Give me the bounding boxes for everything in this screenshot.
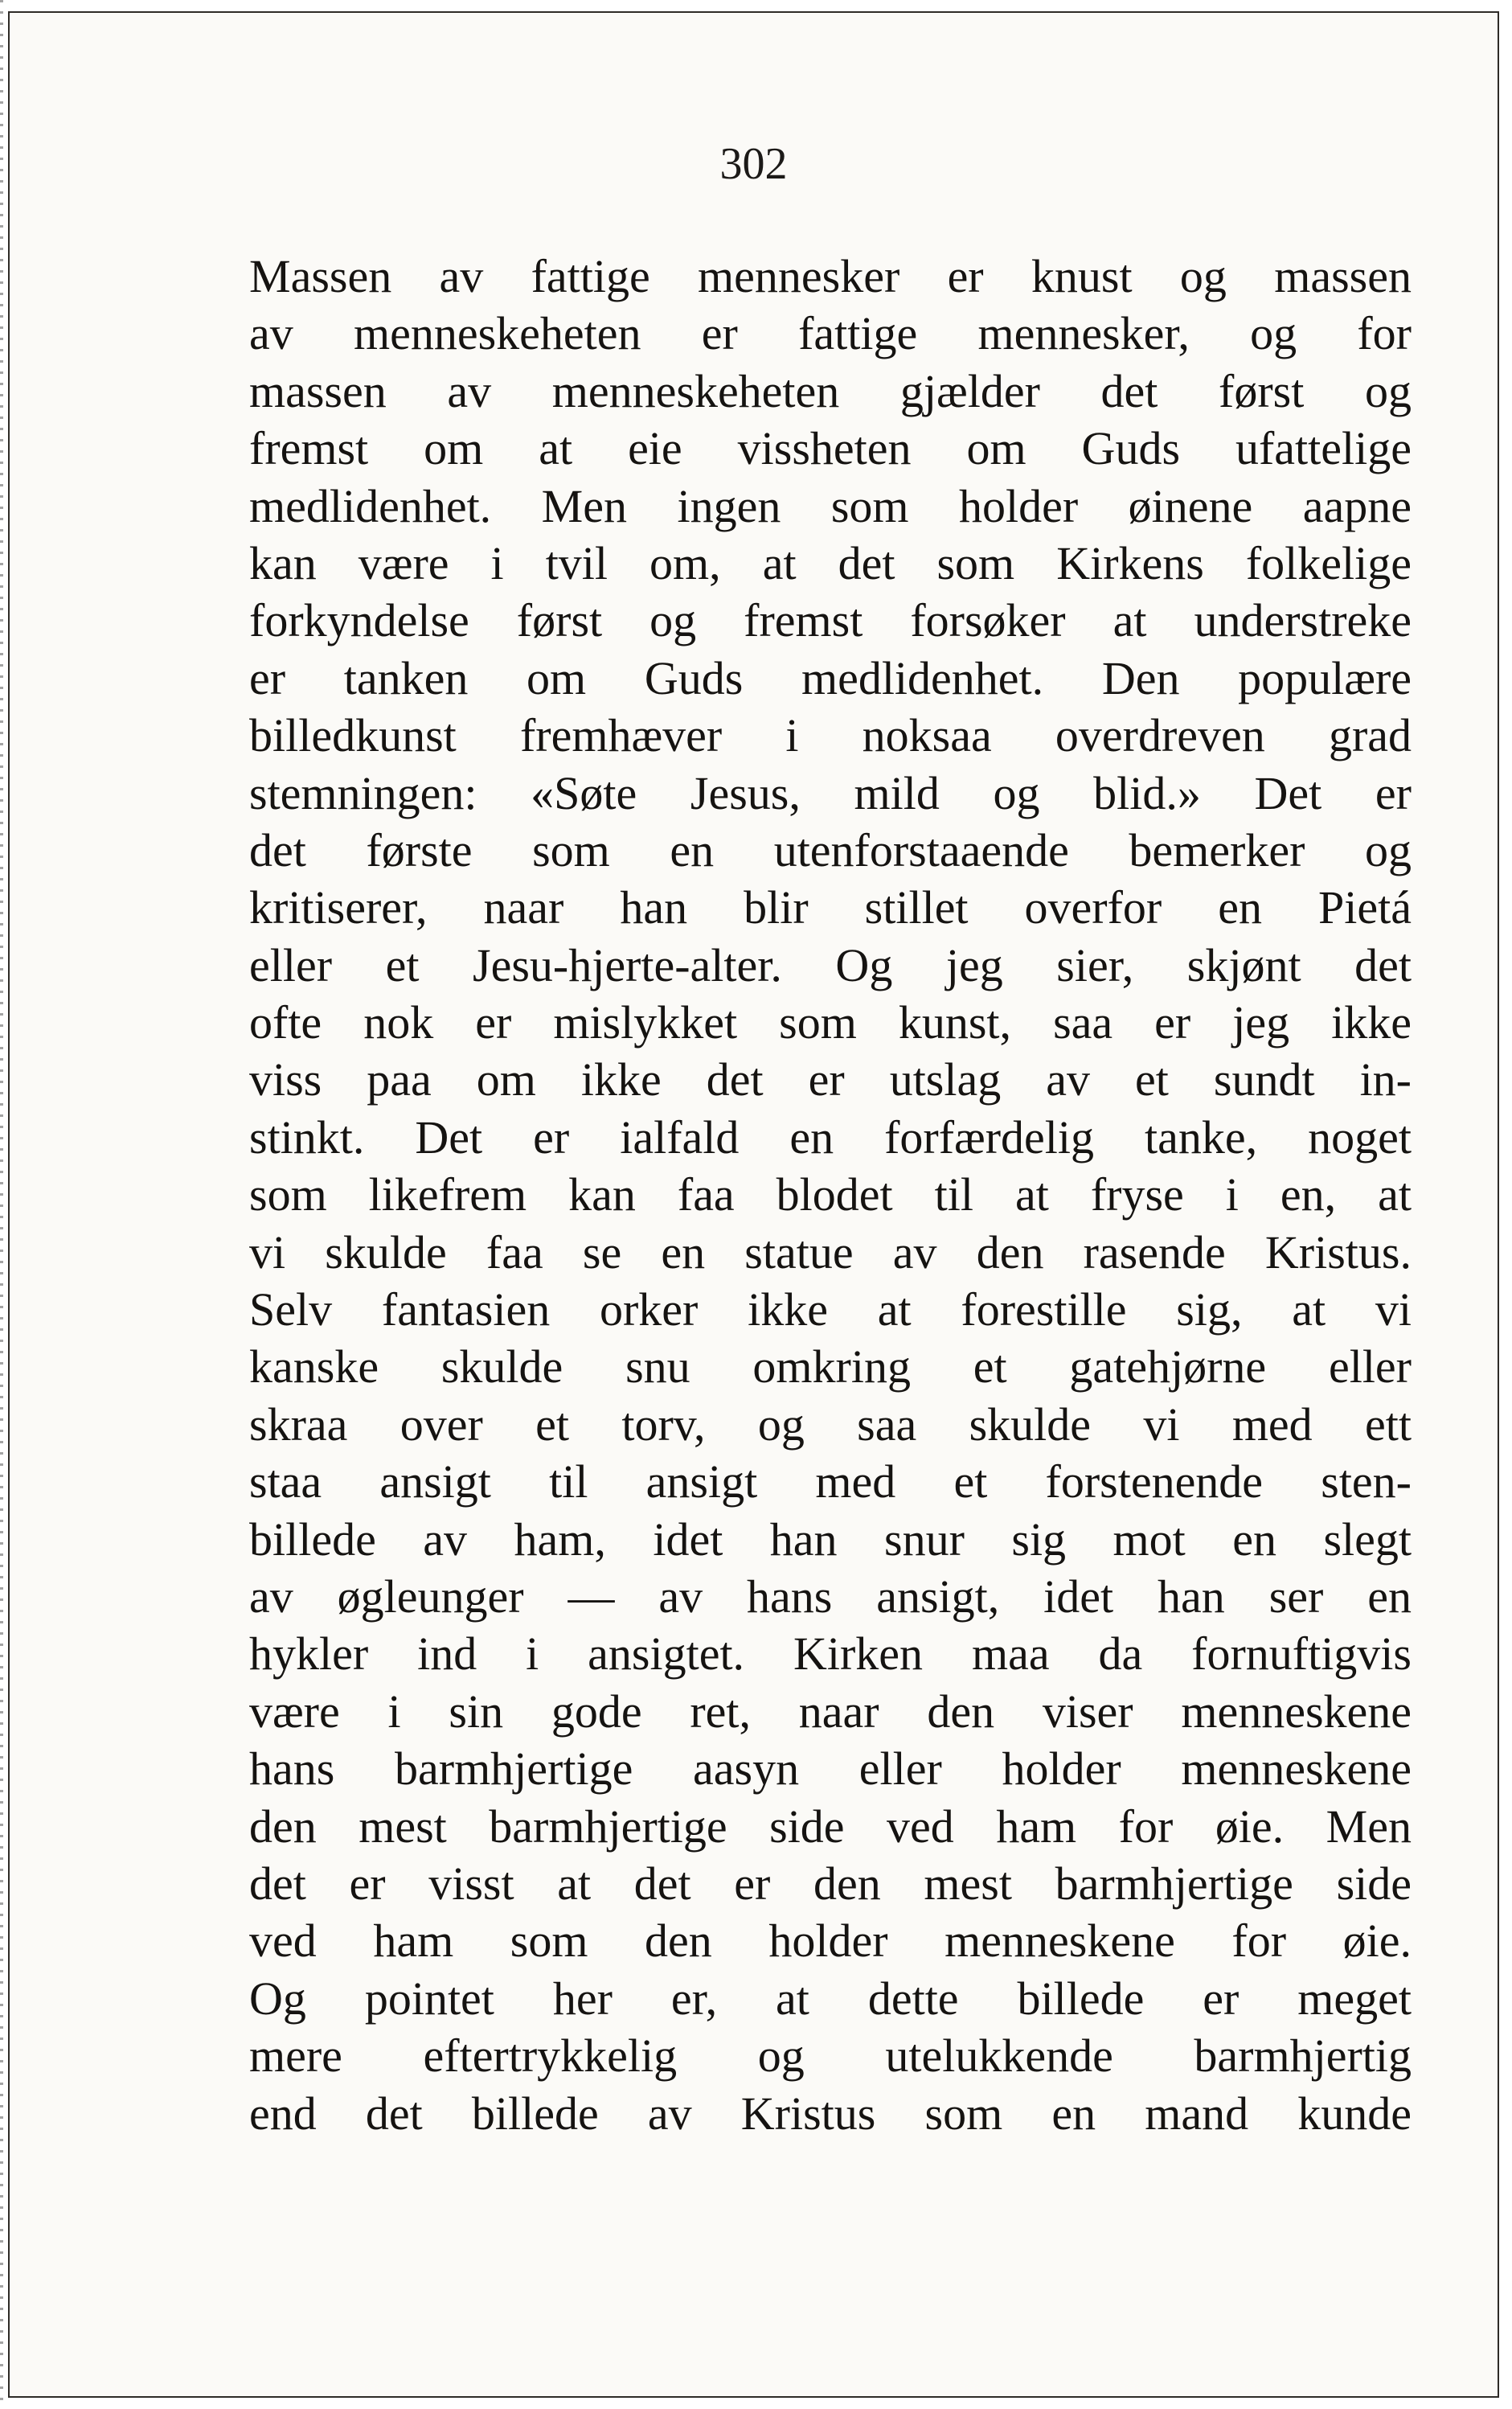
text-line: mere eftertrykkelig og utelukkende barmhjertig	[249, 2029, 1412, 2083]
page-number: 302	[719, 139, 788, 189]
text-line: det er visst at det er den mest barmhjertige side	[249, 1857, 1412, 1910]
text-line: Og pointet her er, at dette billede er meget	[249, 1972, 1412, 2025]
text-line: Selv fantasien orker ikke at forestille sig, at vi	[249, 1283, 1412, 1336]
book-page	[8, 11, 1499, 2398]
text-line: kritiserer, naar han blir stillet overfor en Pietá	[249, 881, 1412, 934]
text-line: hykler ind i ansigtet. Kirken maa da fornuftigvis	[249, 1627, 1412, 1681]
text-line: kan være i tvil om, at det som Kirkens folkelige	[249, 536, 1412, 589]
text-line: av øgleunger — av hans ansigt, idet han ser en	[249, 1570, 1412, 1623]
text-line: viss paa om ikke det er utslag av et sundt in-	[249, 1053, 1412, 1106]
text-line: det første som en utenforstaaende bemerker og	[249, 823, 1412, 876]
text-line: vi skulde faa se en statue av den rasende Kristus.	[249, 1225, 1412, 1278]
text-line: end det billede av Kristus som en mand kunde	[249, 2087, 1412, 2140]
text-line: ofte nok er mislykket som kunst, saa er jeg ikke	[249, 996, 1412, 1049]
text-line: billedkunst fremhæver i noksaa overdreven grad	[249, 709, 1412, 762]
text-line: er tanken om Guds medlidenhet. Den populære	[249, 651, 1412, 704]
text-line: kanske skulde snu omkring et gatehjørne eller	[249, 1340, 1412, 1393]
text-line: eller et Jesu-hjerte-alter. Og jeg sier, skjønt det	[249, 938, 1412, 991]
text-line: av menneskeheten er fattige mennesker, og for	[249, 307, 1412, 360]
text-line: stemningen: «Søte Jesus, mild og blid.» Det er	[249, 766, 1412, 819]
scan-edge-marks	[0, 0, 3, 2409]
text-line: medlidenhet. Men ingen som holder øinene aapne	[249, 479, 1412, 532]
text-line: forkyndelse først og fremst forsøker at understreke	[249, 594, 1412, 647]
text-line: billede av ham, idet han snur sig mot en slegt	[249, 1512, 1412, 1566]
text-line: som likefrem kan faa blodet til at fryse i en, at	[249, 1168, 1412, 1221]
text-line: skraa over et torv, og saa skulde vi med ett	[249, 1397, 1412, 1451]
text-line: ved ham som den holder menneskene for øie.	[249, 1914, 1412, 1968]
text-line: hans barmhjertige aasyn eller holder menneskene	[249, 1742, 1412, 1795]
text-line: den mest barmhjertige side ved ham for øie. Men	[249, 1800, 1412, 1853]
text-line: være i sin gode ret, naar den viser menneskene	[249, 1685, 1412, 1738]
text-line: fremst om at eie vissheten om Guds ufattelige	[249, 422, 1412, 475]
body-text	[249, 248, 1412, 2142]
text-line: stinkt. Det er ialfald en forfærdelig tanke, noget	[249, 1110, 1412, 1163]
text-line: staa ansigt til ansigt med et forstenende sten-	[249, 1455, 1412, 1508]
text-line: Massen av fattige mennesker er knust og massen	[249, 250, 1412, 302]
text-line: massen av menneskeheten gjælder det først og	[249, 364, 1412, 417]
